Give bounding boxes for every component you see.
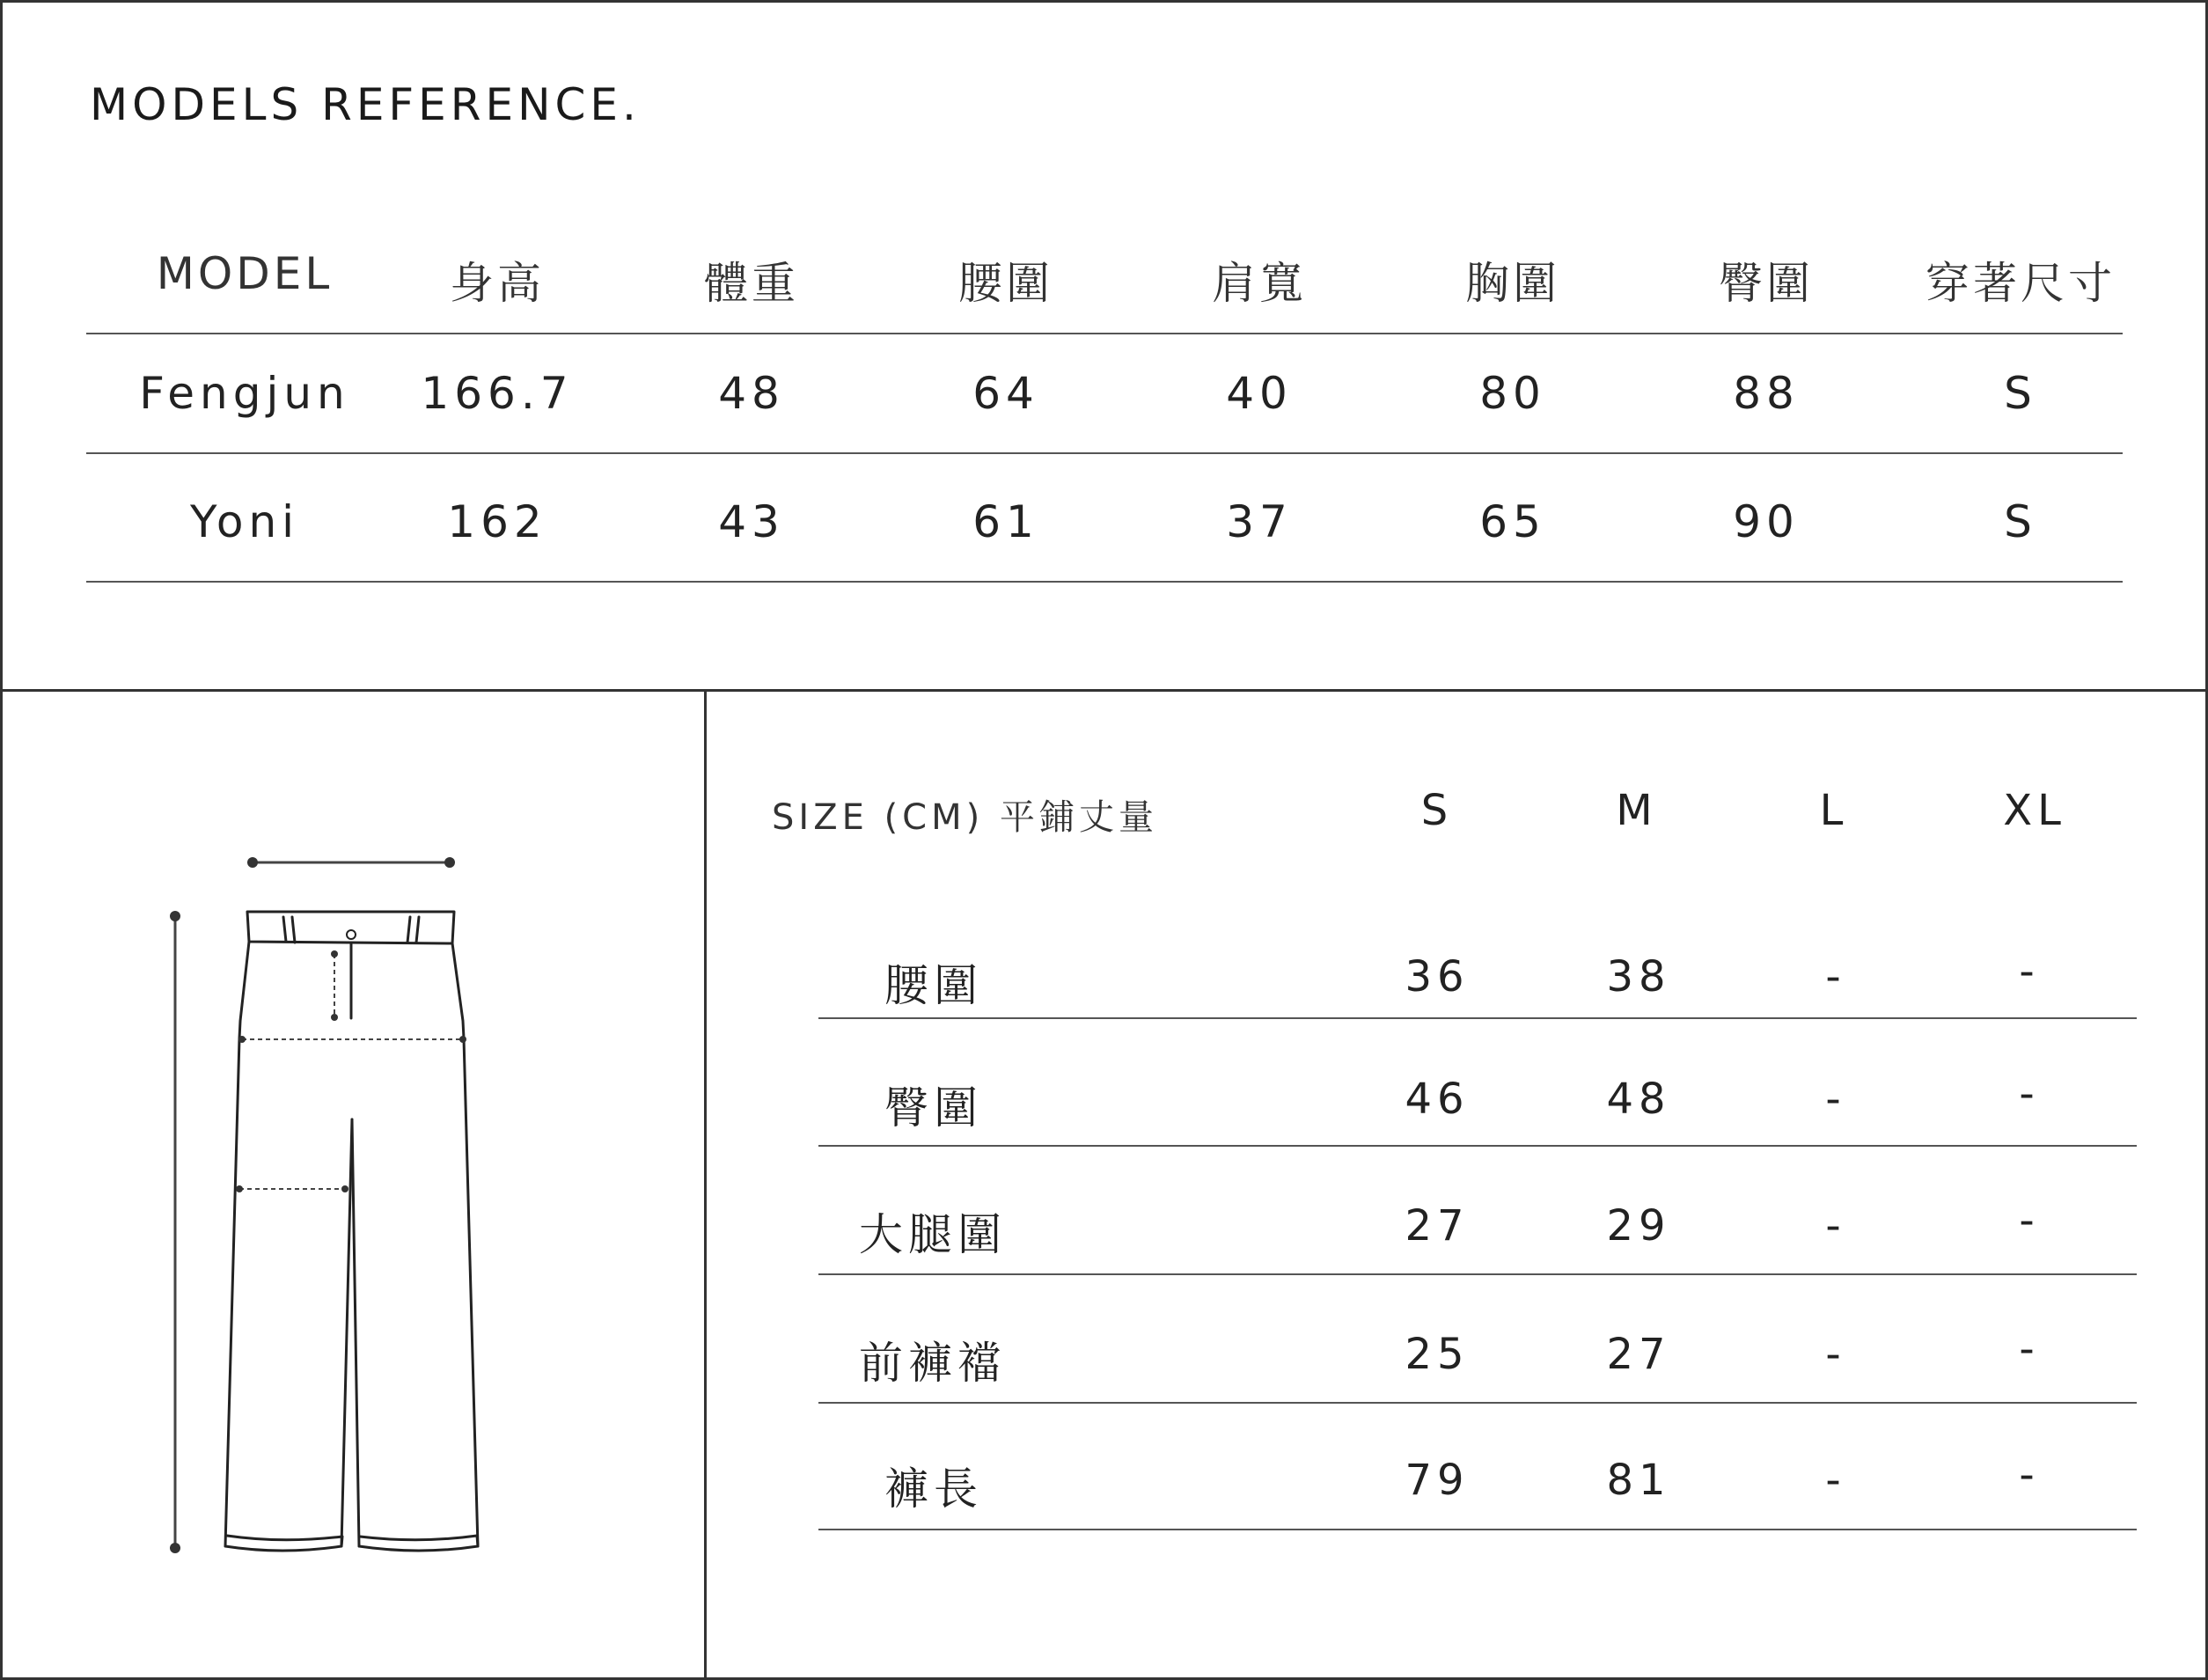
header-hip: 臀圍 [1719,258,1814,309]
size-table-title: SIZE (CM) 平鋪丈量 [772,797,1158,838]
size-divider [818,1529,2137,1530]
size-header-xl: XL [2003,786,2066,835]
measure-label: 前褲襠 [859,1338,1007,1389]
header-size-worn: 穿著尺寸 [1926,258,2116,309]
measure-label: 褲長 [884,1464,983,1515]
model-weight: 43 [718,496,785,547]
measure-value: - [1825,1201,1846,1251]
measure-value: 27 [1606,1330,1671,1379]
measure-label: 腰圍 [884,960,983,1011]
table-row [88,496,2121,549]
table-row [88,368,2121,421]
measure-value: 48 [1606,1075,1671,1124]
model-shoulder: 37 [1226,496,1293,547]
measure-value: 36 [1405,952,1470,1001]
models-title: MODELS REFERENCE. [90,79,641,130]
model-weight: 48 [718,368,785,419]
model-height: 166.7 [421,368,574,419]
model-size: S [2004,368,2037,419]
models-divider [86,452,2123,454]
measure-value: 27 [1405,1201,1470,1251]
measure-value: 79 [1405,1456,1470,1505]
header-weight: 體重 [704,258,799,309]
measure-value: - [2019,947,2040,996]
size-header-s: S [1420,786,1454,835]
model-chest: 65 [1479,496,1546,547]
measure-value: - [2019,1196,2040,1245]
measure-label: 臀圍 [884,1082,983,1133]
measure-value: - [2019,1324,2040,1374]
measure-value: 46 [1405,1075,1470,1124]
size-divider [818,1017,2137,1019]
size-header-m: M [1616,786,1658,835]
size-divider [818,1273,2137,1275]
measure-value: - [1825,1075,1846,1124]
models-divider [86,581,2123,583]
measure-label: 大腿圍 [859,1209,1007,1260]
measure-value: - [1825,952,1846,1001]
model-size: S [2004,496,2037,547]
measure-value: - [1825,1330,1846,1379]
header-chest: 胸圍 [1465,258,1560,309]
header-model: MODEL [156,248,334,299]
measure-value: 25 [1405,1330,1470,1379]
size-divider [818,1145,2137,1147]
measure-value: - [2019,1069,2040,1119]
model-waist: 61 [972,496,1039,547]
model-hip: 88 [1733,368,1800,419]
model-chest: 80 [1479,368,1546,419]
models-header-row [88,248,2121,309]
measure-value: - [2019,1450,2040,1500]
header-height: 身高 [450,258,545,309]
model-shoulder: 40 [1226,368,1293,419]
model-hip: 90 [1733,496,1800,547]
header-waist: 腰圍 [958,258,1053,309]
measure-value: 81 [1606,1456,1671,1505]
header-shoulder: 肩寬 [1212,258,1307,309]
model-waist: 64 [972,368,1039,419]
measure-value: 29 [1606,1201,1671,1251]
size-header-l: L [1819,786,1849,835]
model-height: 162 [447,496,547,547]
model-name: Fengjun [139,368,350,419]
model-name: Yoni [189,496,300,547]
models-divider [86,333,2123,334]
measure-value: 38 [1606,952,1671,1001]
size-divider [818,1402,2137,1404]
pants-diagram-icon [0,692,704,1677]
measure-value: - [1825,1456,1846,1505]
